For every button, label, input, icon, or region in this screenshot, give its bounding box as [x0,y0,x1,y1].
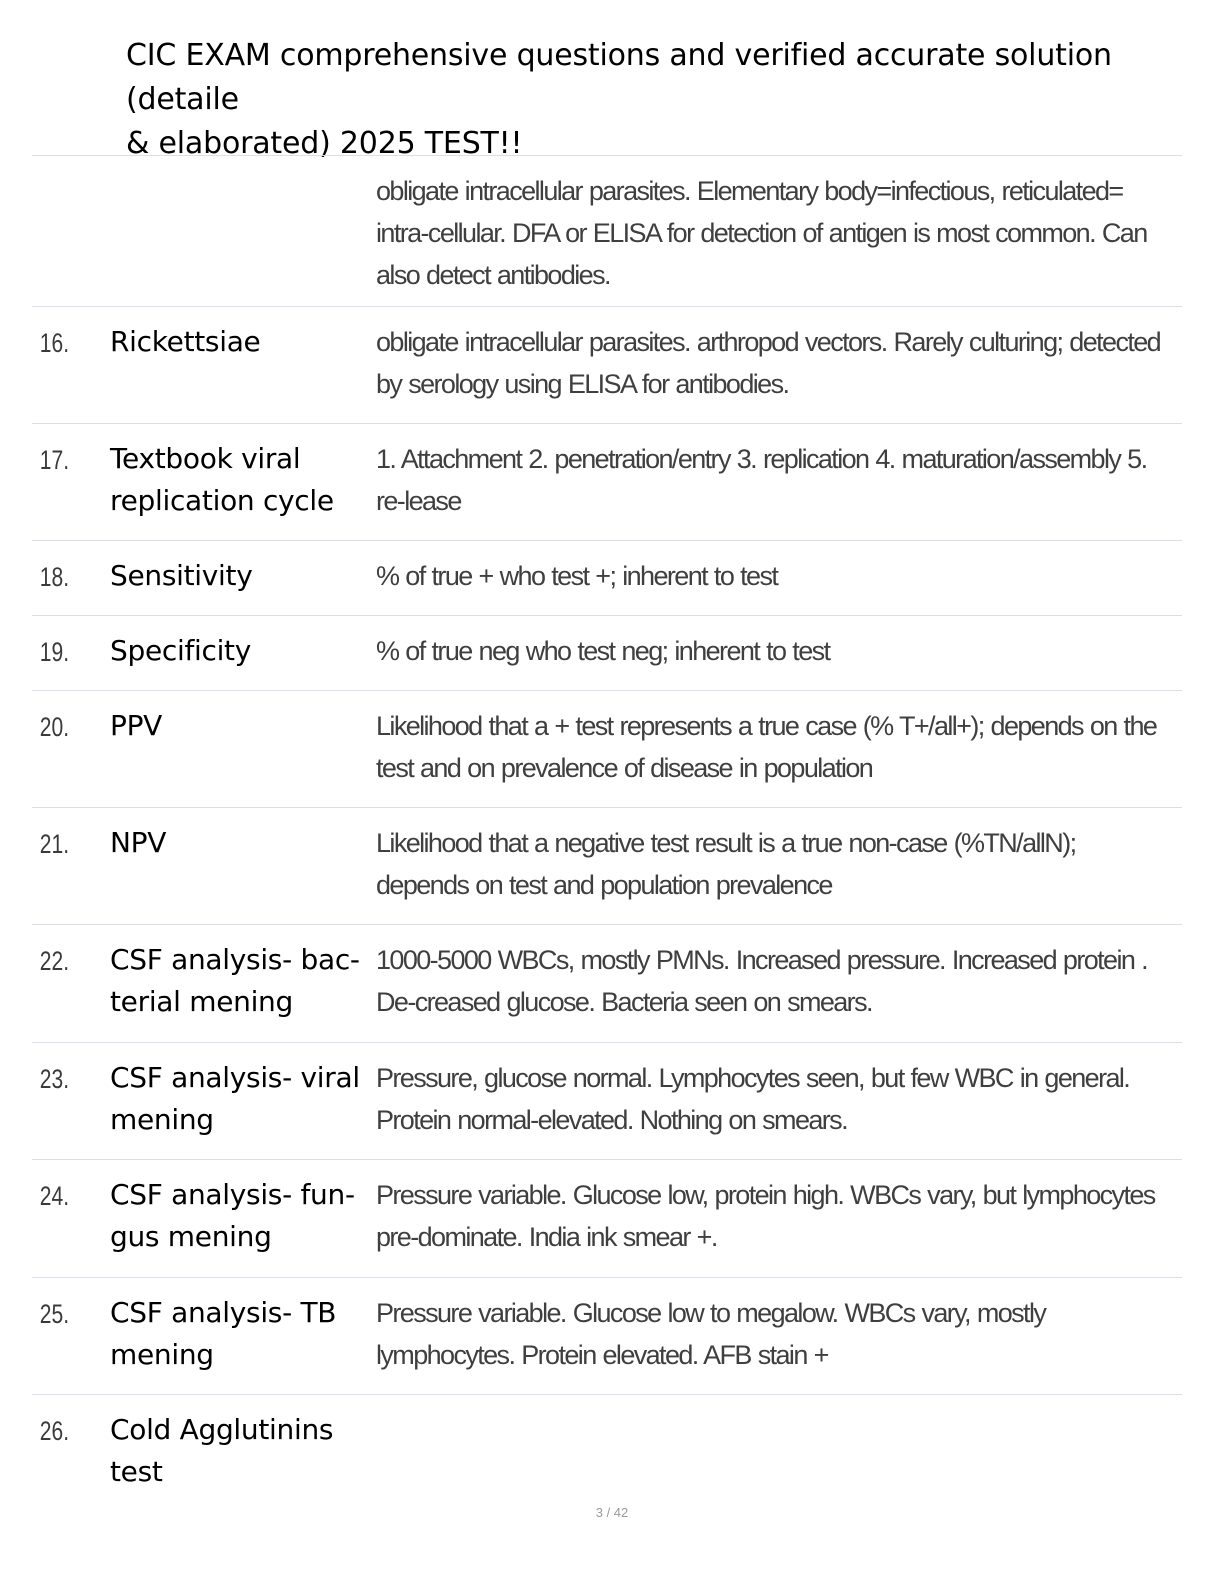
table-row [32,1278,1182,1395]
table-row [32,424,1182,541]
row-term: PPV [110,709,163,742]
row-number: 26. [39,1416,70,1446]
row-term: CSF analysis- viral mening [110,1061,360,1136]
row-number: 23. [39,1064,70,1094]
row-term: Specificity [110,634,252,667]
row-number: 21. [39,829,70,859]
row-term: Rickettsiae [110,325,261,358]
table-row [32,541,1182,616]
row-number: 22. [39,946,70,976]
row-definition: Pressure variable. Glucose low to megalow. WBCs vary, mostly lymphocytes. Protein elevated. AFB stain + [376,1298,1046,1370]
document-title: CIC EXAM comprehensive questions and verified accurate solution (detaile & elaborated) 2025 TEST!! [126,38,1112,161]
row-term: CSF analysis- TB mening [110,1296,337,1371]
row-definition: 1. Attachment 2. penetration/entry 3. replication 4. maturation/assembly 5. re-lease [376,444,1147,516]
table-row [32,1160,1182,1278]
row-definition: Likelihood that a negative test result is a true non-case (%TN/allN); depends on test and population prevalence [376,828,1076,900]
table-row [32,925,1182,1043]
row-definition: obligate intracellular parasites. Elementary body=infectious, reticulated= intra-cellular. DFA or ELISA for detection of antigen is most common. Can also detect antibodies. [376,176,1147,290]
row-definition: obligate intracellular parasites. arthropod vectors. Rarely culturing; detected by serology using ELISA for antibodies. [376,327,1161,399]
row-definition: 1000-5000 WBCs, mostly PMNs. Increased pressure. Increased protein . De-creased glucose. Bacteria seen on smears. [376,945,1148,1017]
row-number: 24. [39,1181,70,1211]
row-term: Sensitivity [110,559,253,592]
row-definition: Likelihood that a + test represents a true case (% T+/all+); depends on the test and on prevalence of disease in population [376,711,1157,783]
row-definition: % of true neg who test neg; inherent to test [376,636,830,666]
row-definition: Pressure variable. Glucose low, protein high. WBCs vary, but lymphocytes pre-dominate. India ink smear +. [376,1180,1155,1252]
row-number: 17. [39,445,70,475]
row-term: NPV [110,826,167,859]
row-term: Textbook viral replication cycle [110,442,334,517]
table-row [32,1043,1182,1160]
row-number: 16. [39,328,70,358]
page-number: 3 / 42 [595,1505,629,1520]
table-row [32,691,1182,808]
table-row [32,1395,1182,1505]
row-definition: % of true + who test +; inherent to test [376,561,778,591]
row-definition: Pressure, glucose normal. Lymphocytes seen, but few WBC in general. Protein normal-elevated. Nothing on smears. [376,1063,1130,1135]
table-row [32,307,1182,424]
row-number: 20. [39,712,70,742]
table-row [32,616,1182,691]
table-row [32,156,1182,307]
table-row [32,808,1182,925]
row-number: 25. [39,1299,70,1329]
flashcard-table [32,155,1182,1505]
row-term: CSF analysis- fun-gus mening [110,1178,355,1253]
row-term: CSF analysis- bac-terial mening [110,943,360,1018]
row-term: Cold Agglutinins test [110,1413,334,1488]
row-number: 19. [39,637,70,667]
row-number: 18. [39,562,70,592]
